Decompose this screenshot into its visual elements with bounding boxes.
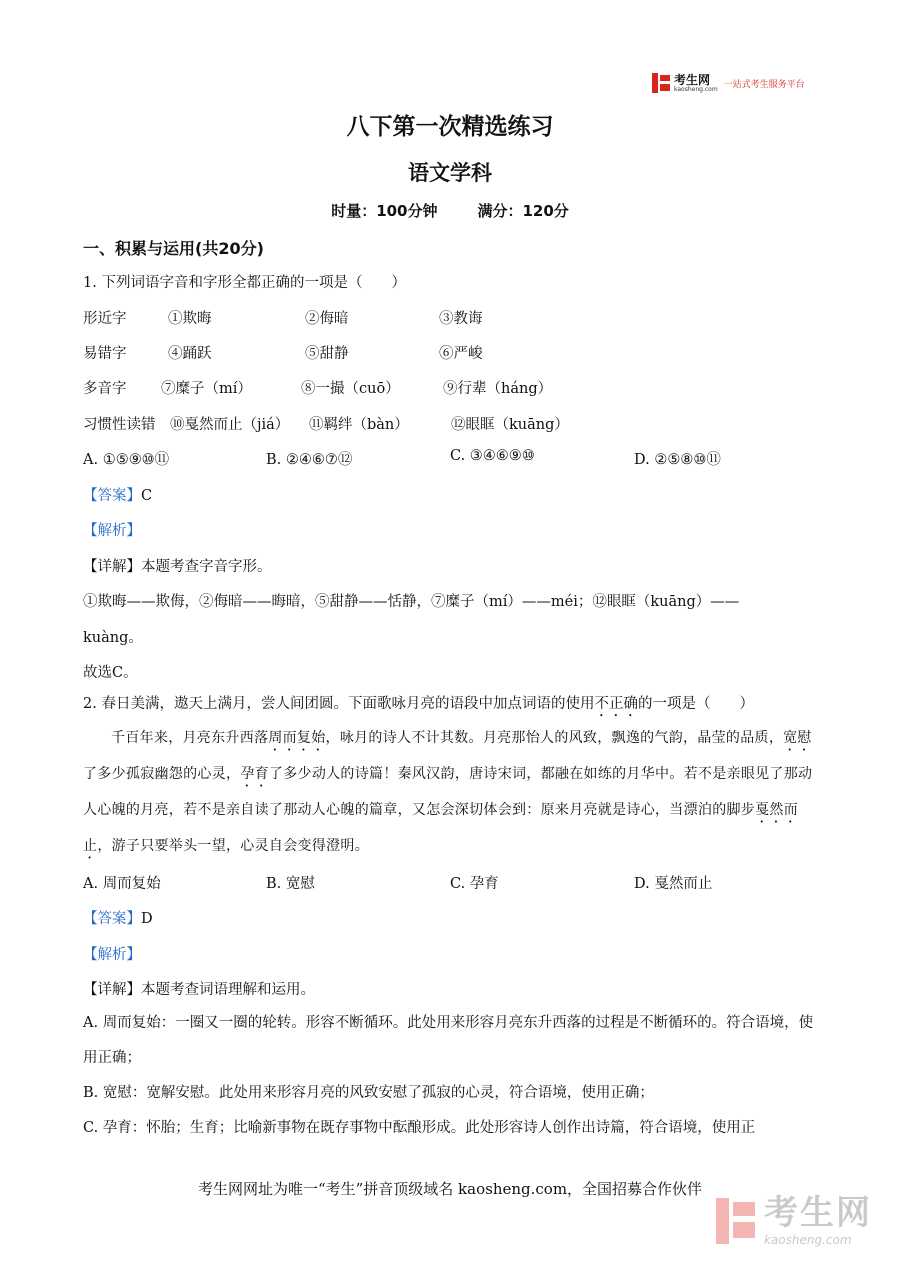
option-a: A. 周而复始 bbox=[83, 876, 161, 892]
q1-row-item: ⑤甜静 bbox=[305, 346, 349, 362]
q1-row bbox=[83, 307, 823, 329]
exam-info bbox=[0, 200, 900, 221]
option-b: B. ②④⑥⑦⑫ bbox=[266, 452, 353, 468]
q1-answer bbox=[83, 484, 152, 505]
q1-row-item: ⑩戛然而止（jiá） bbox=[170, 417, 290, 433]
dotted-word: 孕育 bbox=[240, 766, 269, 782]
q2-options bbox=[83, 872, 823, 894]
explain-a: A. 周而复始：一圈又一圈的轮转。形容不断循环。此处用来形容月亮东升西落的过程是不断循环的。符合语境，使用正确； bbox=[83, 1015, 814, 1066]
option-c: C. ③④⑥⑨⑩ bbox=[450, 448, 535, 464]
q1-row bbox=[83, 342, 823, 364]
q1-row-item: ③教诲 bbox=[439, 311, 483, 327]
passage-text: ，游子只要举头一望，心灵自会变得澄明。 bbox=[97, 838, 370, 854]
q2-stem-tail: 的一项是（ ） bbox=[637, 696, 754, 712]
q1-analysis-tag: 【解析】 bbox=[83, 523, 141, 539]
q1-row-item: ②侮暗 bbox=[305, 311, 349, 327]
q2-answer bbox=[83, 907, 153, 928]
q1-row-item: ⑧一撮（cuō） bbox=[301, 381, 400, 397]
q1-row-label: 形近字 bbox=[83, 311, 127, 327]
q2-explanations bbox=[83, 1006, 823, 1146]
q1-row-item: ④踊跃 bbox=[168, 346, 212, 362]
detail-tag: 【详解】 bbox=[83, 559, 141, 575]
option-d: D. 戛然而止 bbox=[634, 876, 713, 892]
brand-name: 考生网 bbox=[674, 72, 711, 87]
detail-tag: 【详解】 bbox=[83, 982, 141, 998]
q2-analysis-tag: 【解析】 bbox=[83, 947, 141, 963]
q2-passage bbox=[83, 720, 823, 864]
q2-stem bbox=[83, 692, 754, 720]
q1-explain-line: ①欺晦——欺侮，②侮暗——晦暗，⑤甜静——恬静，⑦糜子（mí）——méi；⑫眼眶（kuāng）—— bbox=[83, 594, 740, 610]
q1-row bbox=[83, 413, 823, 435]
page-footer: 考生网网址为唯一“考生”拼音顶级域名 kaosheng.com，全国招募合作伙伴 bbox=[197, 1180, 703, 1198]
q1-row-item: ⑦糜子（mí） bbox=[161, 381, 252, 397]
dotted-word: 戛然而止 bbox=[83, 802, 799, 854]
dotted-word: 宽慰 bbox=[783, 730, 812, 746]
answer-tag: 【答案】 bbox=[83, 488, 141, 504]
answer-value: C bbox=[141, 488, 153, 504]
watermark-domain: kaosheng.com bbox=[764, 1233, 852, 1247]
q1-row-label: 易错字 bbox=[83, 346, 127, 362]
q1-row-item: ⑥严峻 bbox=[439, 346, 483, 362]
q1-options bbox=[83, 448, 823, 470]
watermark-logo-icon bbox=[716, 1198, 756, 1244]
explain-b: B. 宽慰：宽解安慰。此处用来形容月亮的风致安慰了孤寂的心灵，符合语境，使用正确； bbox=[83, 1085, 654, 1101]
detail-text: 本题考查词语理解和运用。 bbox=[141, 982, 315, 998]
q1-row-item: ⑫眼眶（kuāng） bbox=[451, 417, 569, 433]
q1-row bbox=[83, 377, 823, 399]
detail-text: 本题考查字音字形。 bbox=[141, 559, 272, 575]
brand-domain: kaosheng.com bbox=[674, 85, 718, 93]
q1-detail bbox=[83, 555, 272, 576]
passage-text: 了多少孤寂幽怨的心灵， bbox=[83, 766, 241, 782]
q1-row-label: 多音字 bbox=[83, 381, 127, 397]
score-label: 满分：120分 bbox=[477, 202, 569, 220]
brand-logo bbox=[652, 70, 805, 96]
q2-stem-text: 2. 春日美满，遨天上满月，尝人间团圆。下面歌咏月亮的语段中加点词语的使用 bbox=[83, 696, 595, 712]
q1-stem: 1. 下列词语字音和字形全都正确的一项是（ ） bbox=[83, 275, 406, 291]
q1-row-item: ①欺晦 bbox=[168, 311, 212, 327]
q2-detail bbox=[83, 978, 315, 999]
answer-value: D bbox=[141, 911, 153, 927]
q1-row-item: ⑪羁绊（bàn） bbox=[309, 417, 409, 433]
page-title: 八下第一次精选练习 bbox=[346, 114, 554, 140]
option-c: C. 孕育 bbox=[450, 876, 499, 892]
q1-row-label: 习惯性读错 bbox=[83, 417, 156, 433]
brand-logo-icon bbox=[652, 73, 670, 93]
answer-tag: 【答案】 bbox=[83, 911, 141, 927]
q1-explain-line: kuàng。 bbox=[83, 630, 143, 646]
option-b: B. 宽慰 bbox=[266, 876, 315, 892]
section-heading: 一、积累与运用(共20分) bbox=[83, 239, 264, 258]
q1-row-item: ⑨行辈（háng） bbox=[443, 381, 553, 397]
q1-conclusion: 故选C。 bbox=[83, 665, 138, 681]
passage-text: 千百年来，月亮东升西落 bbox=[111, 730, 269, 746]
explain-c: C. 孕育：怀胎；生育；比喻新事物在既存事物中酝酿形成。此处形容诗人创作出诗篇，符合语境，使用正 bbox=[83, 1120, 756, 1136]
dotted-word: 周而复始 bbox=[268, 730, 326, 746]
brand-slogan: 一站式考生服务平台 bbox=[723, 79, 805, 90]
q2-stem-emphasis: 不正确 bbox=[594, 696, 638, 712]
option-a: A. ①⑤⑨⑩⑪ bbox=[83, 452, 170, 468]
watermark bbox=[716, 1193, 872, 1247]
time-label: 时量：100分钟 bbox=[331, 202, 438, 220]
passage-text: ，咏月的诗人不计其数。月亮那怡人的风致，飘逸的气韵，晶莹的品质， bbox=[325, 730, 784, 746]
watermark-name: 考生网 bbox=[764, 1193, 872, 1233]
passage-text: 了多少动人的诗篇！秦风汉韵，唐诗宋词，都融在如练的月华中。若不是亲眼见了那动人心魄的月亮，若不是亲自读了那动人心魄的篇章，又怎会深切体会到：原来月亮就是诗心，当漂泊的脚步 bbox=[83, 766, 813, 818]
subject-title: 语文学科 bbox=[408, 161, 492, 185]
option-d: D. ②⑤⑧⑩⑪ bbox=[634, 452, 721, 468]
